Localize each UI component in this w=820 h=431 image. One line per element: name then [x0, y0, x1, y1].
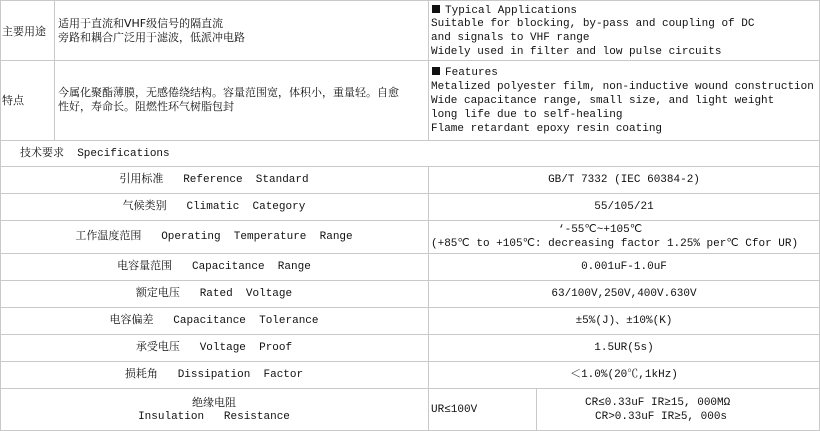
- spec-label-dissipation-factor: [0, 368, 428, 382]
- spec-cn: 引用标准: [119, 174, 164, 186]
- divider: [0, 361, 820, 362]
- border-top: [0, 0, 820, 1]
- spec-value-operating-temperature-note: (+85℃ to +105℃: decreasing factor 1.25% per℃ Cfor UR): [431, 238, 799, 250]
- border-left: [0, 0, 1, 431]
- features-line-2: Wide capacitance range, small size, and light weight: [431, 95, 775, 107]
- spec-en: Capacitance Range: [191, 261, 311, 273]
- features-cn-line-1: 今属化聚酯薄膜，无感倦绕结构。容量范围宽，体积小，重量轻。自愈: [58, 86, 399, 99]
- insulation-value-line-1: CR≤0.33uF IR≥15, 000MΩ: [585, 397, 731, 409]
- features-label: 特点: [2, 94, 24, 107]
- divider: [0, 220, 820, 221]
- spec-en: Climatic Category: [186, 201, 306, 213]
- spec-value-climatic-category: 55/105/21: [594, 201, 654, 213]
- divider: [0, 193, 820, 194]
- applications-line-2: and signals to VHF range: [431, 32, 590, 44]
- spec-label-capacitance-range: [0, 260, 428, 274]
- spec-value-capacitance-tolerance: ±5%(J)、±10%(K): [575, 315, 673, 327]
- divider: [54, 0, 55, 140]
- divider: [0, 140, 820, 141]
- spec-cn: 损耗角: [124, 369, 158, 381]
- applications-line-1: Suitable for blocking, by-pass and coupling of DC: [431, 18, 755, 30]
- square-bullet-icon: [432, 5, 440, 13]
- features-cn-line-2: 性好，寿命长。阻燃性环气树脂包封: [58, 100, 234, 113]
- spec-value-rated-voltage: 63/100V,250V,400V.630V: [551, 288, 697, 300]
- spec-label-reference-standard: [0, 173, 428, 187]
- spec-label-voltage-proof: [0, 341, 428, 355]
- spec-cn: 电容量范围: [117, 261, 173, 273]
- divider: [0, 280, 820, 281]
- spec-en: Dissipation Factor: [177, 369, 304, 381]
- heading-text: Features: [445, 67, 498, 79]
- heading-text: Typical Applications: [445, 5, 578, 17]
- spec-label-climatic-category: [0, 200, 428, 214]
- spec-cn: 额定电压: [135, 288, 180, 300]
- spec-label-rated-voltage: [0, 287, 428, 301]
- spec-label-capacitance-tolerance: [0, 314, 428, 328]
- divider: [0, 388, 820, 389]
- spec-en: Reference Standard: [183, 174, 309, 186]
- features-line-3: long life due to self-healing: [431, 109, 623, 121]
- divider: [0, 60, 820, 61]
- spec-cn: 工作温度范围: [75, 231, 142, 243]
- insulation-condition: UR≤100V: [431, 404, 478, 416]
- spec-cn: 气候类别: [122, 201, 167, 213]
- insulation-label-en: Insulation Resistance: [138, 411, 290, 423]
- main-use-label: 主要用途: [2, 25, 46, 38]
- spec-en: Voltage Proof: [199, 342, 293, 354]
- spec-en: Operating Temperature Range: [161, 231, 353, 243]
- divider: [428, 0, 429, 140]
- spec-value-capacitance-range: 0.001uF-1.0uF: [581, 261, 667, 273]
- spec-value-reference-standard: GB/T 7332 (IEC 60384-2): [548, 174, 700, 186]
- features-line-4: Flame retardant epoxy resin coating: [431, 123, 663, 135]
- main-use-cn-line-2: 旁路和耦合广泛用于滤波，低派冲电路: [58, 31, 245, 44]
- specifications-header: 技术要求 Specifications: [20, 148, 170, 160]
- typical-applications-heading: [432, 4, 577, 18]
- features-heading: [432, 66, 498, 80]
- spec-value-dissipation-factor: ＜1.0%(20℃,1kHz): [570, 369, 678, 381]
- divider: [0, 166, 820, 167]
- insulation-value-line-2: CR>0.33uF IR≥5, 000s: [595, 411, 728, 423]
- divider: [0, 307, 820, 308]
- spec-en: Capacitance Tolerance: [173, 315, 319, 327]
- divider: [0, 334, 820, 335]
- divider: [0, 253, 820, 254]
- features-line-1: Metalized polyester film, non-inductive wound construction: [431, 81, 814, 93]
- spec-value-voltage-proof: 1.5UR(5s): [594, 342, 654, 354]
- applications-line-3: Widely used in filter and low pulse circuits: [431, 46, 722, 58]
- spec-value-operating-temperature: ‘-55℃~+105℃: [558, 224, 643, 236]
- insulation-label-cn: 绝缘电阻: [192, 396, 236, 409]
- divider: [536, 388, 537, 431]
- spec-en: Rated Voltage: [199, 288, 293, 300]
- main-use-cn-line-1: 适用于直流和VHF级信号的隔直流: [58, 17, 224, 30]
- spec-cn: 承受电压: [135, 342, 180, 354]
- square-bullet-icon: [432, 67, 440, 75]
- spec-label-operating-temperature: [0, 230, 428, 244]
- spec-cn: 电容偏差: [109, 315, 154, 327]
